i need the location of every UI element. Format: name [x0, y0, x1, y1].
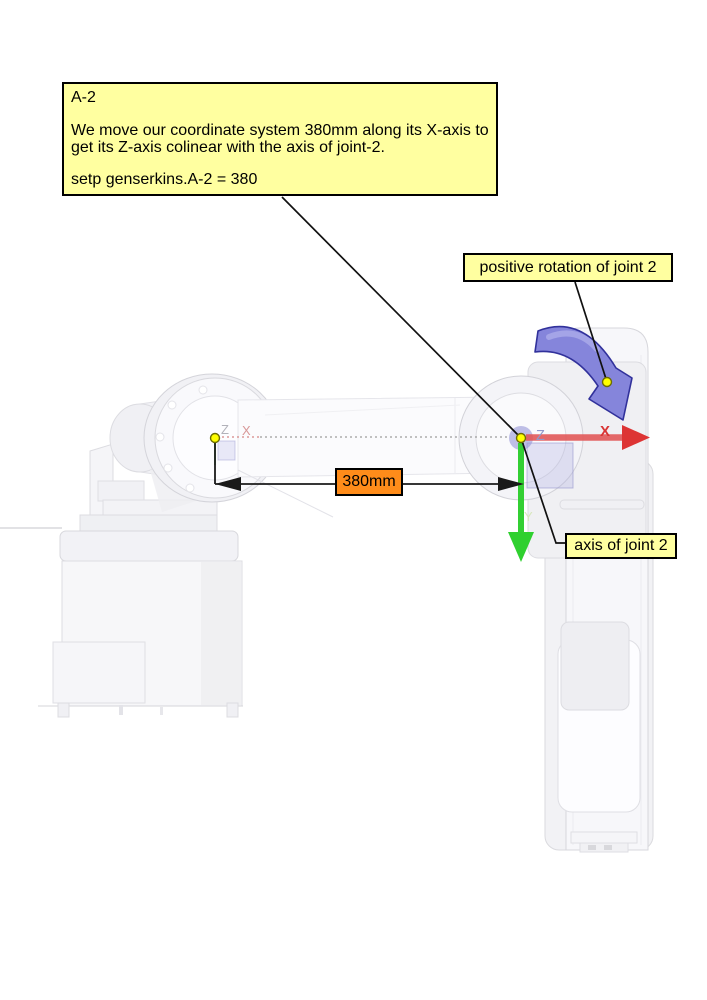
bolt-hole	[186, 484, 194, 492]
left-z-axis-label: Z	[221, 422, 229, 437]
upper-arm-lower-edge	[238, 470, 333, 517]
origin-dot-joint2	[517, 434, 526, 443]
callout-a2	[62, 82, 498, 196]
label-axis-of-joint2-text: axis of joint 2	[574, 537, 668, 555]
origin-dot-left	[211, 434, 220, 443]
bolt-hole	[168, 401, 176, 409]
rotation-marker-dot	[603, 378, 612, 387]
base-column-shading	[201, 562, 241, 705]
bolt-hole	[199, 386, 207, 394]
bolt-hole	[156, 433, 164, 441]
label-positive-rotation-text: positive rotation of joint 2	[479, 258, 657, 276]
base-collar	[80, 515, 217, 533]
forearm-foot-flange	[571, 832, 637, 843]
dimension-value-text: 380mm	[342, 473, 396, 490]
base-front-panel	[53, 642, 145, 703]
base-flange-ring	[60, 531, 238, 561]
forearm-piston	[561, 622, 629, 710]
base-step-plate	[98, 481, 144, 501]
base-foot-right	[227, 703, 238, 717]
frame-plane-indicator	[527, 443, 573, 488]
base-foot-left	[58, 703, 69, 717]
forearm-foot-tick	[604, 845, 612, 850]
frame-plane-indicator	[218, 441, 235, 460]
dimension-value-box	[335, 468, 403, 496]
callout-a2-body: We move our coordinate system 380mm along its X-axis to get its Z-axis colinear with the axis of joint-2.	[71, 121, 489, 156]
base-foot-tick	[119, 705, 123, 715]
label-axis-of-joint2	[565, 533, 677, 559]
right-x-axis-label: X	[600, 423, 611, 440]
bolt-hole	[164, 464, 172, 472]
right-z-axis-label: Z	[536, 428, 545, 444]
callout-a2-command: setp genserkins.A-2 = 380	[71, 170, 258, 188]
forearm-groove	[560, 500, 644, 509]
base-foot-tick	[160, 707, 163, 715]
callout-a2-title: A-2	[71, 89, 96, 106]
label-positive-rotation	[463, 253, 673, 282]
forearm-foot-tick	[588, 845, 596, 850]
right-y-axis-label: Y	[524, 509, 533, 524]
left-x-axis-label: X	[242, 423, 251, 438]
